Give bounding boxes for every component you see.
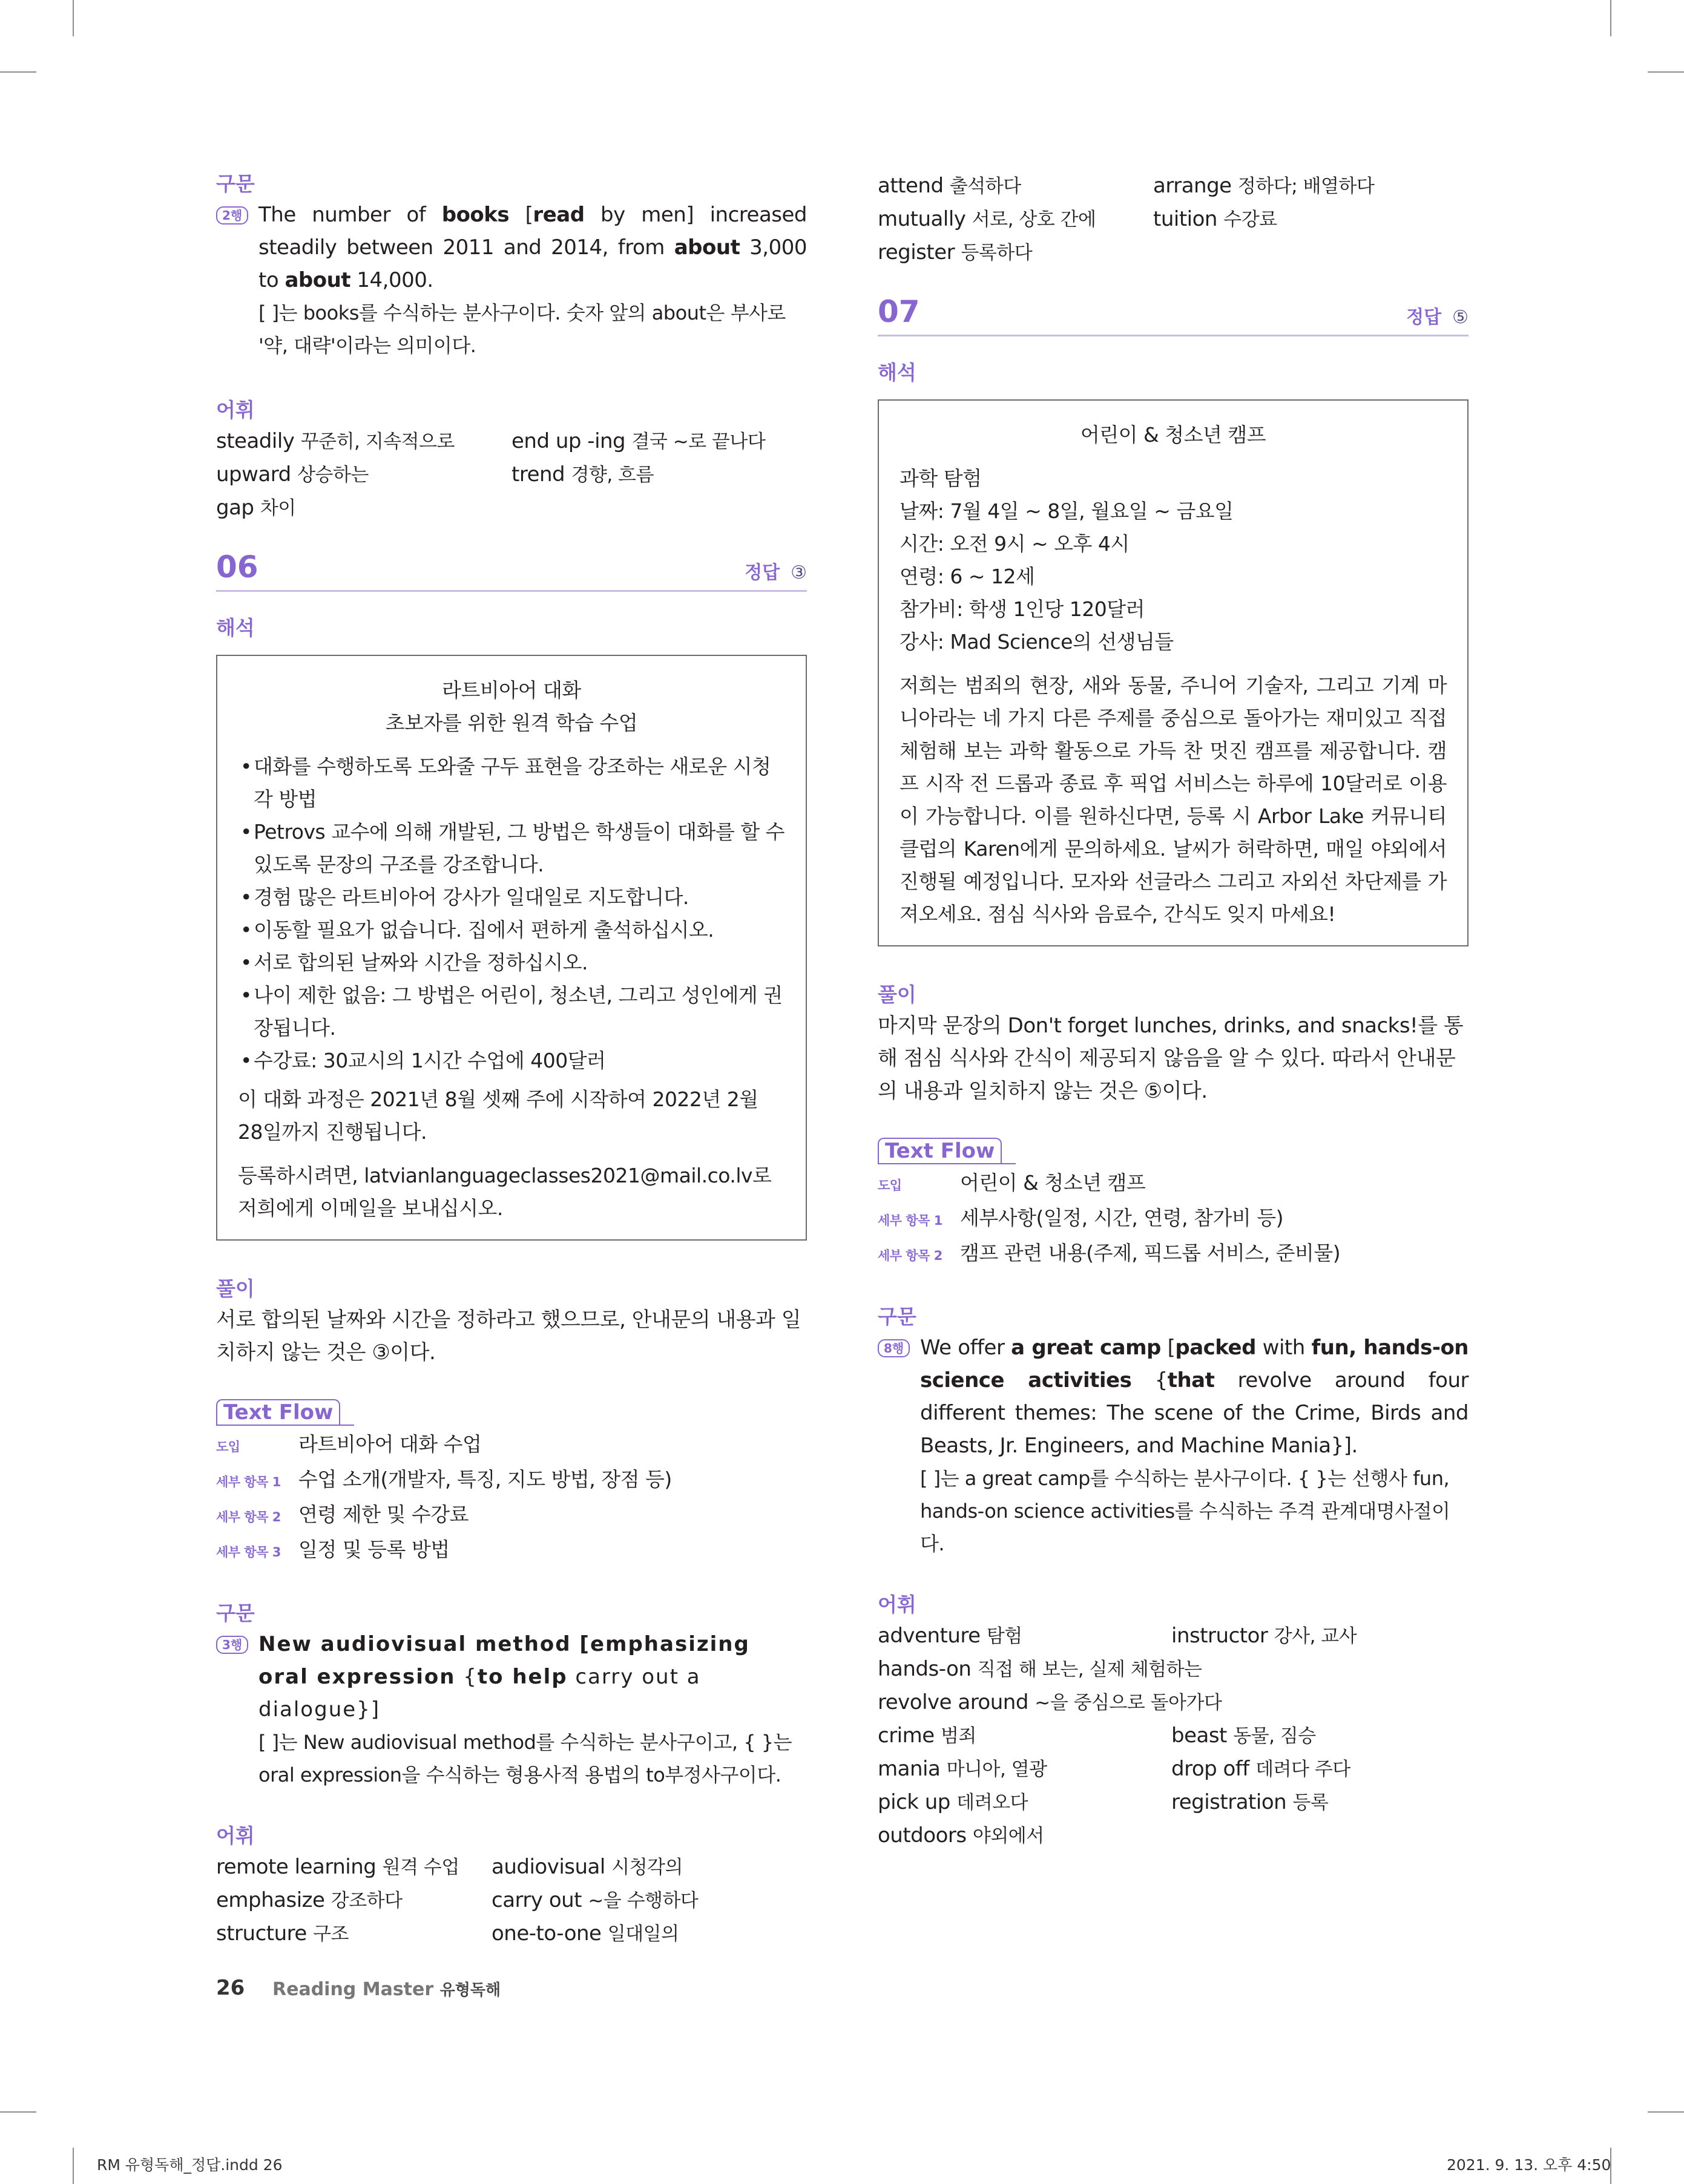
crop-mark	[1648, 71, 1684, 73]
vocab-item: end up -ing 결국 ~로 끝나다	[511, 429, 766, 453]
vocab-item: remote learning 원격 수업	[216, 1855, 459, 1879]
question-number: 07	[878, 294, 920, 329]
list-item: • 나이 제한 없음: 그 방법은 어린이, 청소년, 그리고 성인에게 권장됩니다.	[238, 979, 785, 1044]
explanation-label: 풀이	[216, 1277, 255, 1300]
grammar-sentence: New audiovisual method [emphasizing oral expression {to help carry out a dialogue}]	[258, 1632, 750, 1722]
text-flow-row: 세부 항목 1 수업 소개(개발자, 특징, 지도 방법, 장점 등)	[216, 1467, 672, 1491]
grammar-item	[878, 1331, 1469, 1560]
detail-row: 시간: 오전 9시 ~ 오후 4시	[900, 532, 1130, 556]
vocab-item: structure 구조	[216, 1921, 349, 1946]
grammar-item	[216, 198, 807, 362]
detail-row: 강사: Mad Science의 선생님들	[900, 630, 1174, 654]
text-flow-row: 세부 항목 2 캠프 관련 내용(주제, 픽드롭 서비스, 준비물)	[878, 1241, 1341, 1265]
vocab-item: audiovisual 시청각의	[492, 1855, 683, 1879]
vocab-item: one-to-one 일대일의	[492, 1921, 679, 1946]
list-item: • 서로 합의된 날짜와 시간을 정하십시오.	[238, 946, 785, 979]
vocab-item: instructor 강사, 교사	[1171, 1624, 1357, 1648]
vocab-item: attend 출석하다	[878, 174, 1021, 198]
text-flow-row: 세부 항목 1 세부사항(일정, 시간, 연령, 참가비 등)	[878, 1206, 1283, 1230]
vocab-list	[878, 169, 1469, 269]
translation-box	[216, 655, 807, 1241]
grammar-label: 구문	[216, 1601, 255, 1625]
detail-row: 날짜: 7월 4일 ~ 8일, 월요일 ~ 금요일	[900, 499, 1234, 523]
grammar-note: [ ]는 New audiovisual method를 수식하는 분사구이고, { }는 oral expression을 수식하는 형용사적 용법의 to부정사구이다.	[258, 1731, 792, 1786]
vocab-item: steadily 꾸준히, 지속적으로	[216, 429, 455, 453]
question-header-06	[216, 549, 807, 592]
crop-mark	[0, 2111, 36, 2113]
explanation-text: 마지막 문장의 Don't forget lunches, drinks, and snacks!를 통해 점심 식사와 간식이 제공되지 않음을 알 수 있다. 따라서 안내문의 내용과 일치하지 않는 것은 ⑤이다.	[878, 1014, 1464, 1103]
vocab-label: 어휘	[216, 1824, 255, 1848]
vocab-item: trend 경향, 흐름	[511, 462, 654, 487]
vocab-item: hands-on 직접 해 보는, 실제 체험하는	[878, 1657, 1202, 1681]
vocab-item: emphasize 강조하다	[216, 1888, 403, 1912]
translation-box	[878, 399, 1469, 946]
grammar-item	[216, 1628, 807, 1791]
text-flow-row: 도입 라트비아어 대화 수업	[216, 1432, 482, 1456]
left-column	[216, 169, 807, 1950]
crop-mark	[73, 2148, 74, 2184]
vocab-list	[216, 1851, 807, 1950]
grammar-sentence: We offer a great camp [packed with fun, hands-on science activities {that revolve around four different themes: The scene of the Crime, Birds and Beasts, Jr. Engineers, and Machine Mania}].	[920, 1336, 1469, 1458]
answer: 정답 ⑤	[1406, 307, 1469, 328]
box-paragraph: 등록하시려면, latvianlanguageclasses2021@mail.co.lv로 저희에게 이메일을 보내십시오.	[238, 1164, 772, 1220]
vocab-item: tuition 수강료	[1153, 207, 1277, 231]
line-tag: 3행	[216, 1636, 248, 1654]
translation-label: 해석	[216, 616, 255, 640]
vocab-item: carry out ~을 수행하다	[492, 1888, 699, 1912]
text-flow-row: 세부 항목 3 일정 및 등록 방법	[216, 1538, 450, 1561]
vocab-item: registration 등록	[1171, 1790, 1329, 1814]
grammar-label: 구문	[878, 1305, 916, 1328]
grammar-note: [ ]는 books를 수식하는 분사구이다. 숫자 앞의 about은 부사로 '약, 대략'이라는 의미이다.	[258, 301, 786, 357]
box-heading: 과학 탐험	[900, 467, 982, 490]
vocab-list	[216, 425, 807, 525]
list-item: • 수강료: 30교시의 1시간 수업에 400달러	[238, 1044, 785, 1077]
box-title: 라트비아어 대화	[442, 678, 581, 702]
vocab-label: 어휘	[878, 1593, 916, 1616]
vocab-item: upward 상승하는	[216, 462, 369, 487]
vocab-item: outdoors 야외에서	[878, 1823, 1044, 1848]
box-paragraph: 저희는 범죄의 현장, 새와 동물, 주니어 기술자, 그리고 기계 마니아라는 네 가지 다른 주제를 중심으로 돌아가는 재미있고 직접 체험해 보는 과학 활동으로 가득 찬 멋진 캠프를 제공합니다. 캠프 시작 전 드롭과 종료 후 픽업 서비스는 하루에 10달러로 이용이 가능합니다. 이를 원하신다면, 등록 시 Arbor Lake 커뮤니티 클럽의 Karen에게 문의하세요. 날씨가 허락하면, 매일 야외에서 진행될 예정입니다. 모자와 선글라스 그리고 자외선 차단제를 가져오세요. 점심 식사와 음료수, 간식도 잊지 마세요!	[900, 674, 1447, 926]
vocab-item: pick up 데려오다	[878, 1790, 1028, 1814]
print-slug-date: 2021. 9. 13. 오후 4:50	[1447, 2156, 1611, 2174]
text-flow-row: 도입 어린이 & 청소년 캠프	[878, 1171, 1146, 1195]
line-tag: 8행	[878, 1339, 910, 1357]
crop-mark	[73, 0, 74, 36]
bullet-list	[238, 750, 785, 1077]
right-column	[878, 169, 1469, 1852]
vocab-item: beast 동물, 짐승	[1171, 1723, 1316, 1748]
book-title: Reading Master 유형독해	[272, 1979, 501, 2000]
explanation-label: 풀이	[878, 983, 916, 1006]
detail-row: 참가비: 학생 1인당 120달러	[900, 597, 1145, 621]
vocab-list	[878, 1619, 1469, 1852]
grammar-sentence: The number of books [read by men] increased steadily between 2011 and 2014, from about 3,000 to about 14,000.	[258, 203, 807, 292]
list-item: • 대화를 수행하도록 도와줄 구두 표현을 강조하는 새로운 시청각 방법	[238, 750, 785, 816]
page-number: 26	[216, 1976, 245, 2000]
vocab-item: crime 범죄	[878, 1723, 976, 1748]
question-number: 06	[216, 549, 258, 585]
question-header-07	[878, 293, 1469, 336]
vocab-label: 어휘	[216, 398, 255, 422]
grammar-note: [ ]는 a great camp를 수식하는 분사구이다. { }는 선행사 fun, hands-on science activities를 수식하는 주격 관계대명사절이다.	[920, 1467, 1450, 1555]
detail-row: 연령: 6 ~ 12세	[900, 565, 1035, 588]
text-flow	[216, 1399, 807, 1569]
vocab-item: gap 차이	[216, 496, 296, 520]
list-item: • 이동할 필요가 없습니다. 집에서 편하게 출석하십시오.	[238, 914, 785, 946]
vocab-item: mania 마니아, 열광	[878, 1757, 1047, 1781]
list-item: • Petrovs 교수에 의해 개발된, 그 방법은 학생들이 대화를 할 수 있도록 문장의 구조를 강조합니다.	[238, 816, 785, 881]
grammar-label: 구문	[216, 172, 255, 195]
box-title: 어린이 & 청소년 캠프	[1080, 423, 1266, 447]
list-item: • 경험 많은 라트비아어 강사가 일대일로 지도합니다.	[238, 881, 785, 914]
text-flow-title: Text Flow	[878, 1138, 1002, 1163]
crop-mark	[1610, 0, 1611, 36]
box-paragraph: 이 대화 과정은 2021년 8월 셋째 주에 시작하여 2022년 2월 28일까지 진행됩니다.	[238, 1087, 758, 1144]
crop-mark	[0, 71, 36, 73]
vocab-item: register 등록하다	[878, 240, 1033, 264]
text-flow	[878, 1138, 1469, 1272]
answer: 정답 ③	[745, 562, 807, 583]
crop-mark	[1648, 2111, 1684, 2113]
vocab-item: drop off 데려다 주다	[1171, 1757, 1350, 1781]
line-tag: 2행	[216, 206, 248, 225]
translation-label: 해석	[878, 361, 916, 384]
vocab-item: adventure 탐험	[878, 1624, 1022, 1648]
print-slug-file: RM 유형독해_정답.indd 26	[97, 2156, 283, 2174]
explanation-text: 서로 합의된 날짜와 시간을 정하라고 했으므로, 안내문의 내용과 일치하지 않는 것은 ③이다.	[216, 1308, 801, 1365]
text-flow-title: Text Flow	[216, 1399, 340, 1425]
box-subtitle: 초보자를 위한 원격 학습 수업	[385, 711, 638, 735]
vocab-item: arrange 정하다; 배열하다	[1153, 174, 1375, 198]
text-flow-row: 세부 항목 2 연령 제한 및 수강료	[216, 1503, 469, 1526]
vocab-item: revolve around ~을 중심으로 돌아가다	[878, 1690, 1222, 1714]
vocab-item: mutually 서로, 상호 간에	[878, 207, 1096, 231]
